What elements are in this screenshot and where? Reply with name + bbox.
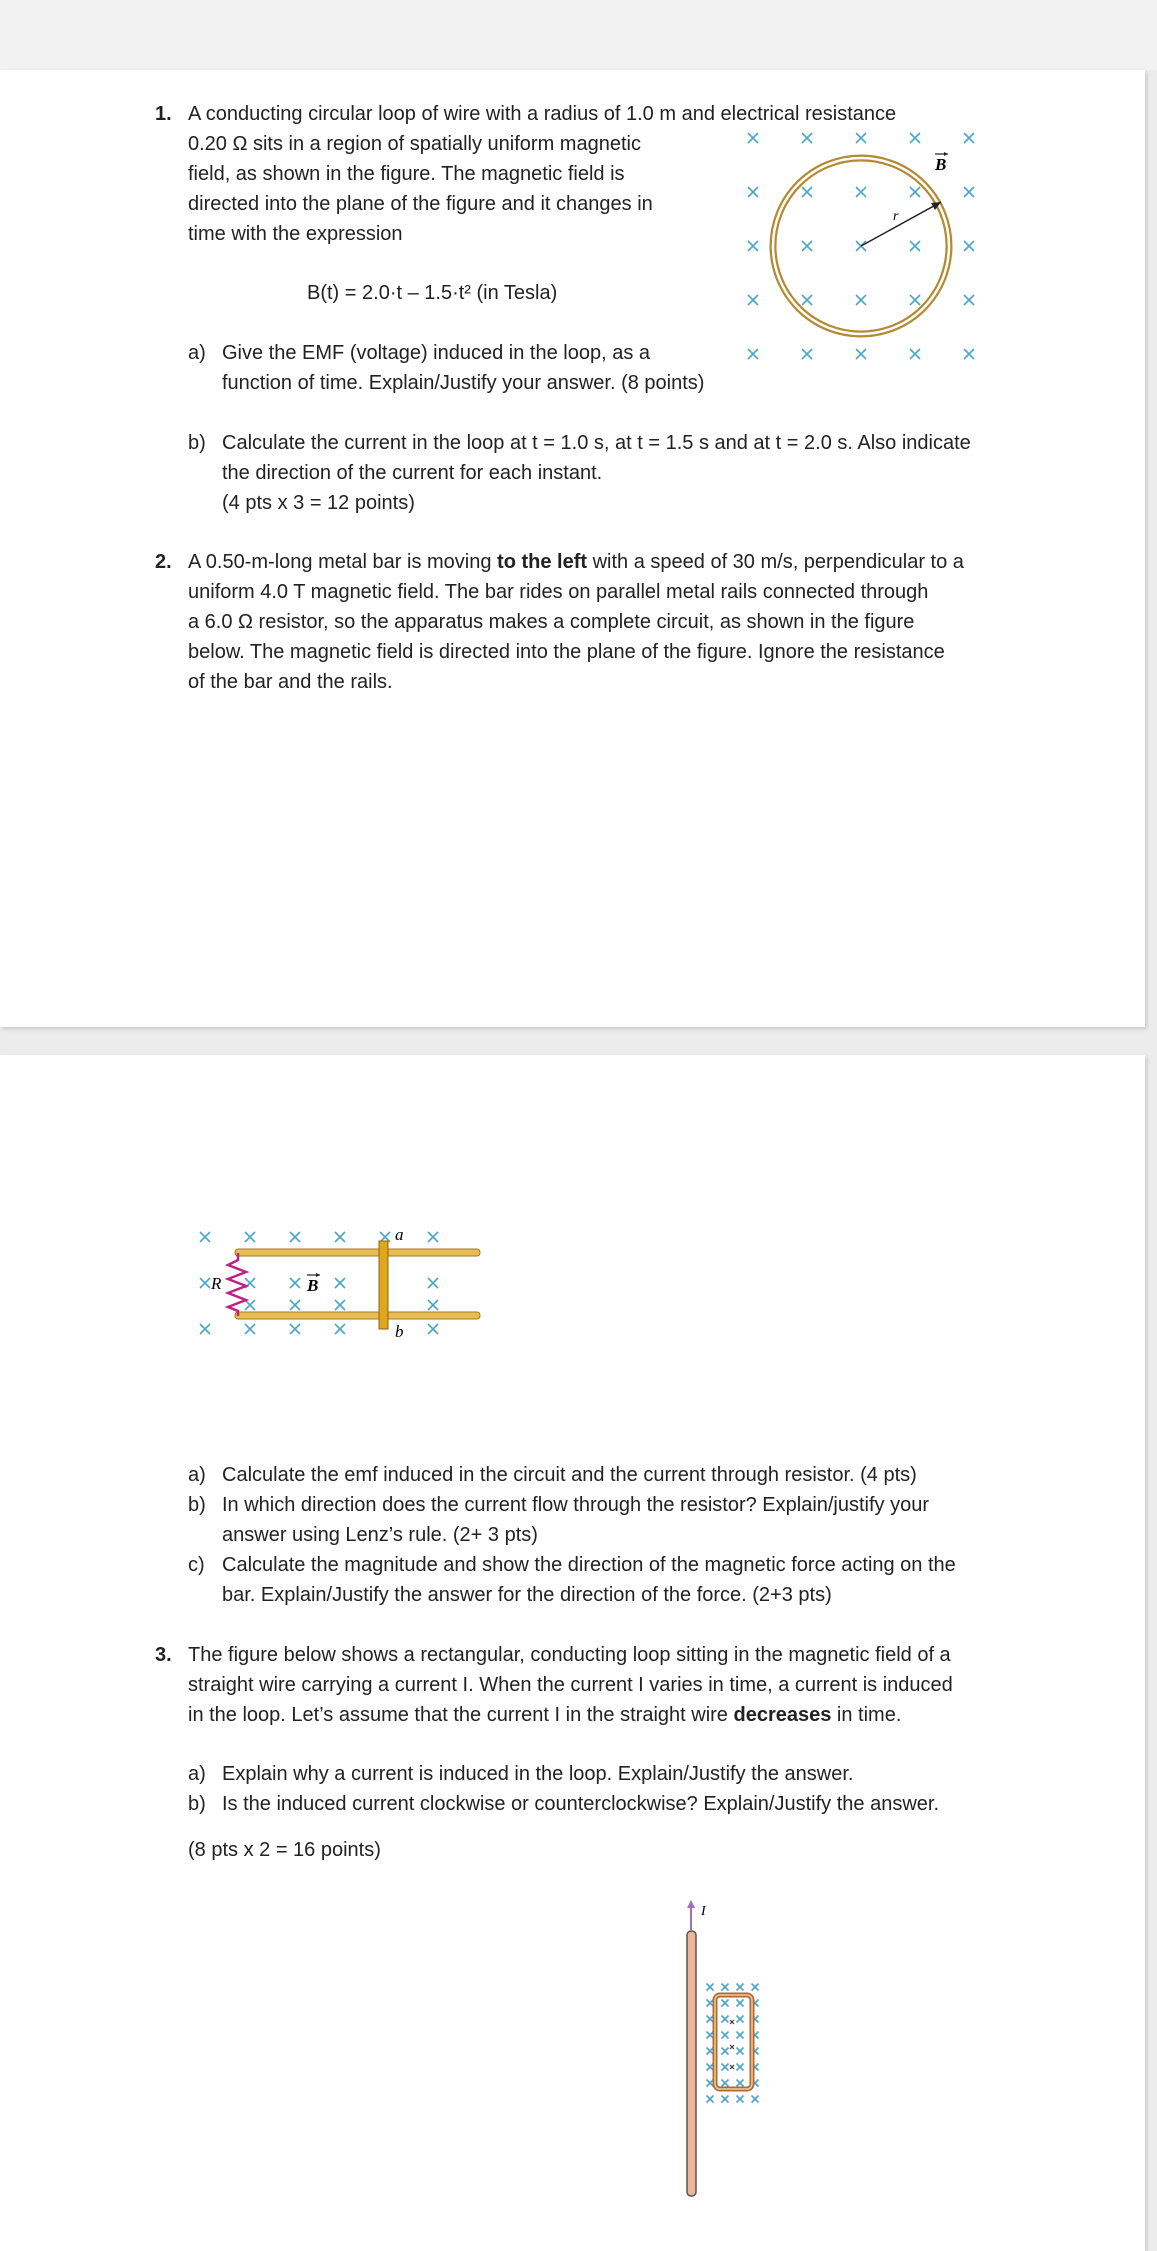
q2-a-text: Calculate the emf induced in the circuit and the current through resistor. (4 pts) [222,1464,917,1486]
straight-wire [687,1931,696,2196]
q2-line-2: uniform 4.0 T magnetic field. The bar rides on parallel metal rails connected through [188,581,929,603]
q3-wire-figure [670,1895,800,2210]
q2-line-1: A 0.50-m-long metal bar is moving to the left with a speed of 30 m/s, perpendicular to a [188,551,964,573]
q3-line-1: The figure below shows a rectangular, conducting loop sitting in the magnetic field of a [188,1644,951,1666]
q2-rail-figure [190,1225,490,1350]
current-label: I [701,1904,706,1919]
inner-field-marks [730,2020,734,2069]
rectangular-loop [715,1995,752,2089]
q2-c-label: c) [188,1554,205,1576]
q2-number: 2. [155,551,172,573]
q3-b-label: b) [188,1793,206,1815]
field-label: B [935,155,947,174]
metal-bar [379,1241,388,1329]
q3-line-3: in the loop. Let’s assume that the current I in the straight wire decreases in time. [188,1704,902,1726]
q1-b-line-1: Calculate the current in the loop at t = 1.0 s, at t = 1.5 s and at t = 2.0 s. Also indicate [222,432,971,454]
q1-line-5: time with the expression [188,223,403,245]
q2-line-3: a 6.0 Ω resistor, so the apparatus makes a complete circuit, as shown in the figure [188,611,915,633]
q2-c-line-2: bar. Explain/Justify the answer for the direction of the force. (2+3 pts) [222,1584,832,1606]
q1-equation: B(t) = 2.0·t – 1.5·t² (in Tesla) [307,282,558,304]
radius-arrow [861,202,941,246]
q3-a-label: a) [188,1763,206,1785]
q1-line-3: field, as shown in the figure. The magnetic field is [188,163,625,185]
label-a: a [395,1225,404,1244]
q3-a-text: Explain why a current is induced in the loop. Explain/Justify the answer. [222,1763,854,1785]
resistor [228,1253,246,1316]
q2-line-4: below. The magnetic field is directed into the plane of the figure. Ignore the resistance [188,641,945,663]
q1-loop-figure [735,125,985,365]
top-rail [235,1249,480,1256]
radius-label: r [893,209,899,224]
q1-a-line-2: function of time. Explain/Justify your answer. (8 points) [222,372,705,394]
q2-b-label: b) [188,1494,206,1516]
q2-a-label: a) [188,1464,206,1486]
top-bar [0,0,1157,70]
q1-b-line-2: the direction of the current for each instant. [222,462,603,484]
q1-number: 1. [155,103,172,125]
page-1 [0,70,1145,1027]
q3-line-2: straight wire carrying a current I. When the current I varies in time, a current is induced [188,1674,953,1696]
q3-number: 3. [155,1644,172,1666]
q1-line-4: directed into the plane of the figure and it changes in [188,193,653,215]
q1-a-line-1: Give the EMF (voltage) induced in the loop, as a [222,342,651,364]
q2-b-line-2: answer using Lenz’s rule. (2+ 3 pts) [222,1524,538,1546]
q1-line-2: 0.20 Ω sits in a region of spatially uniform magnetic [188,133,641,155]
page-2 [0,1055,1145,2251]
q1-line-1: A conducting circular loop of wire with a radius of 1.0 m and electrical resistance [188,103,897,125]
resistor-label: R [211,1274,222,1293]
q3-b-text: Is the induced current clockwise or counterclockwise? Explain/Justify the answer. [222,1793,940,1815]
field-label: B [307,1276,319,1295]
q1-b-label: b) [188,432,206,454]
q3-points: (8 pts x 2 = 16 points) [188,1839,381,1861]
q2-c-line-1: Calculate the magnitude and show the direction of the magnetic force acting on the [222,1554,956,1576]
q1-b-line-3: (4 pts x 3 = 12 points) [222,492,415,514]
q2-line-5: of the bar and the rails. [188,671,393,693]
q2-b-line-1: In which direction does the current flow through the resistor? Explain/justify your [222,1494,930,1516]
label-b: b [395,1322,404,1341]
bottom-rail [235,1312,480,1319]
q1-a-label: a) [188,342,206,364]
